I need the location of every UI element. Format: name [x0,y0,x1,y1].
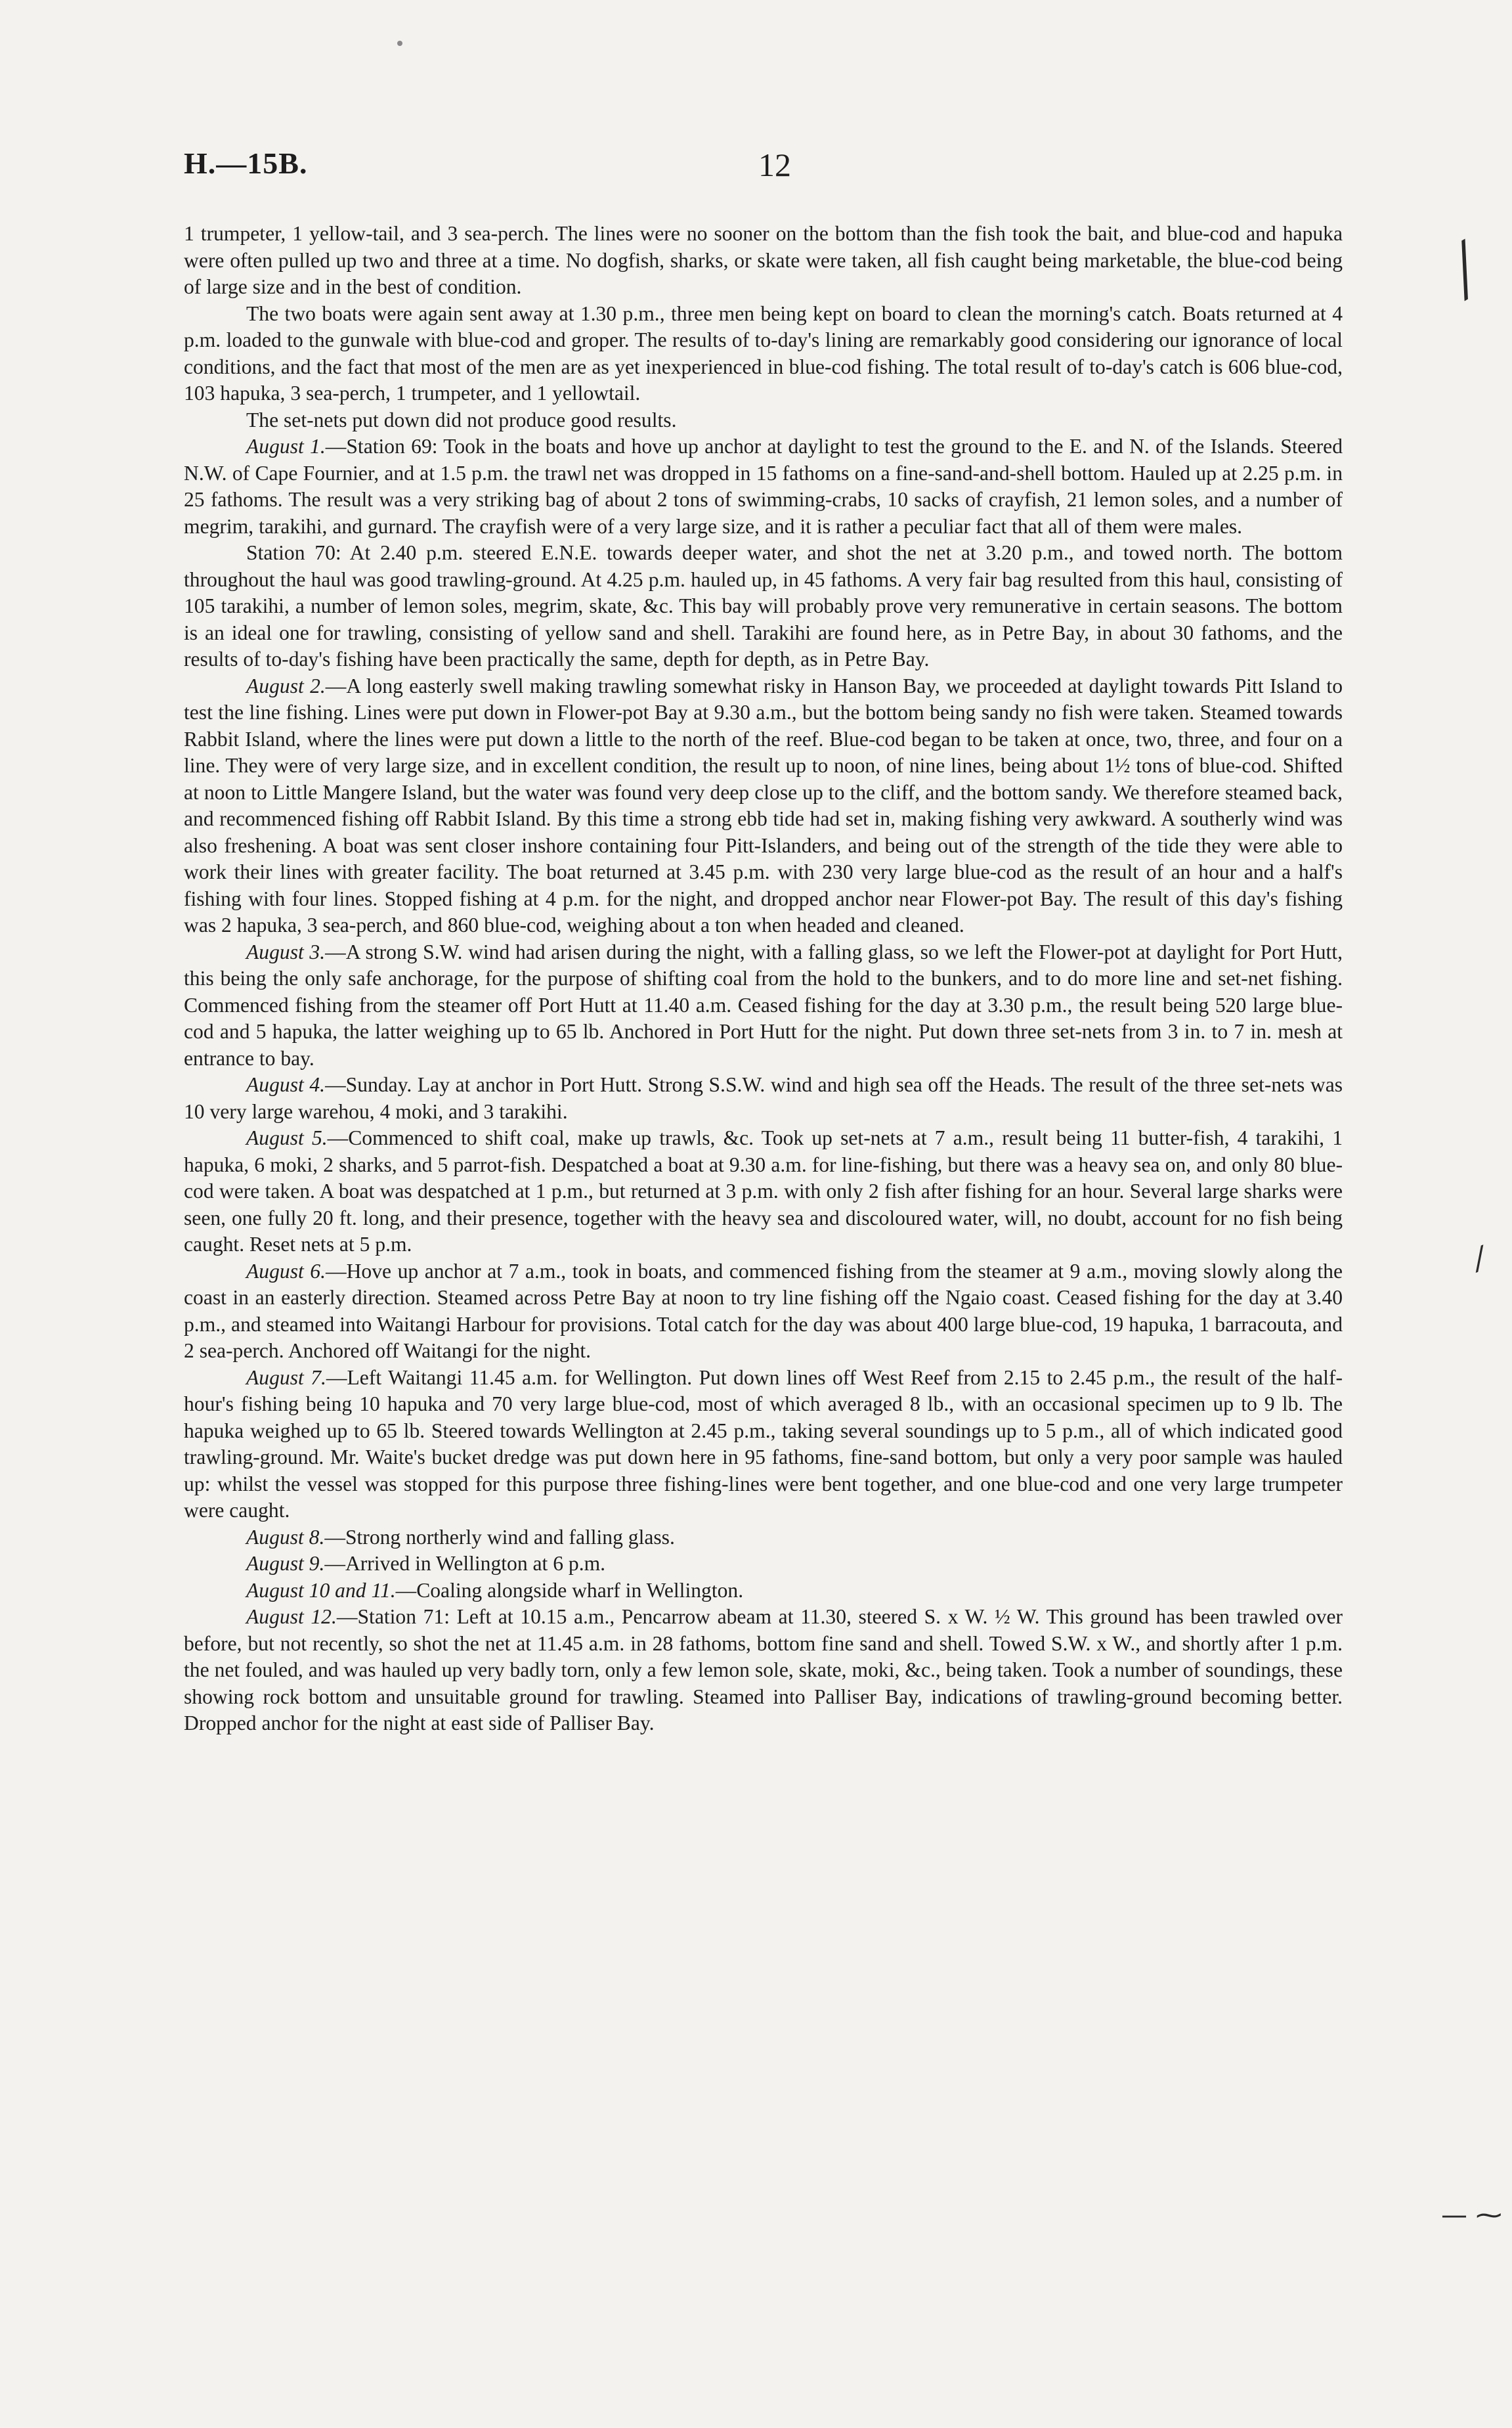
entry-text: —Commenced to shift coal, make up trawls, &c. Took up set-nets at 7 a.m., result being 11 butter-fish, 4 tarakihi, 1 hapuka, 6 moki, 2 sharks, and 5 parrot-fish. Despatched a boat at 9.30 a.m. for line-fishing, but there was a heavy sea on, and only 80 blue-cod were taken. A boat was despatched at 1 p.m., but returned at 3 p.m. with only 2 fish after fishing for an hour. Several large sharks were seen, one fully 20 ft. long, and their presence, together with the heavy sea and discoloured water, will, no doubt, account for no fish being caught. Reset nets at 5 p.m. [184,1126,1343,1256]
entry-text: —A long easterly swell making trawling somewhat risky in Hanson Bay, we proceeded at daylight towards Pitt Island to test the line fishing. Lines were put down in Flower-pot Bay at 9.30 a.m., but the bottom being sandy no fish were taken. Steamed towards Rabbit Island, where the lines were put down a little to the north of the reef. Blue-cod began to be taken at once, two, three, and four on a line. They were of very large size, and in excellent condition, the result up to noon, of nine lines, being about 1½ tons of blue-cod. Shifted at noon to Little Mangere Island, but the water was found very deep close up to the cliff, and the bottom sandy. We therefore steamed back, and recommenced fishing off Rabbit Island. By this time a strong ebb tide had set in, making fishing very awkward. A southerly wind was also freshening. A boat was sent closer inshore containing four Pitt-Islanders, and being out of the strength of the tide they were able to work their lines with greater facility. The boat returned at 3.45 p.m. with 230 very large blue-cod as the result of an hour and a half's fishing with four lines. Stopped fishing at 4 p.m. for the night, and dropped anchor near Flower-pot Bay. The result of this day's fishing was 2 hapuka, 3 sea-perch, and 860 blue-cod, weighing about a ton when headed and cleaned. [184,674,1343,937]
entry-text: —Sunday. Lay at anchor in Port Hutt. Strong S.S.W. wind and high sea off the Heads. The result of the three set-nets was 10 very large warehou, 4 moki, and 3 tarakihi. [184,1073,1343,1123]
entry-date: August 8. [246,1525,325,1549]
margin-pencil-mark: ⁄ [1471,1241,1489,1278]
entry-date: August 10 and 11. [246,1578,396,1602]
entry-date: August 2. [246,674,326,697]
paragraph-7 [184,939,1343,1072]
entry-text: —Coaling alongside wharf in Wellington. [395,1578,744,1602]
margin-pencil-mark: — ⁓ [1441,2200,1502,2230]
paragraph-14 [184,1578,1343,1604]
entry-date: August 7. [246,1365,326,1389]
entry-date: August 12. [246,1605,337,1628]
paragraph-3 [184,407,1343,434]
entry-text: —Hove up anchor at 7 a.m., took in boats, and commenced fishing from the steamer at 9 a.m., moving slowly along the coast in an easterly direction. Steamed across Petre Bay at noon to try line fishing off the Ngaio coast. Ceased fishing for the day at 3.40 p.m., and steamed into Waitangi Harbour for provisions. Total catch for the day was about 400 large blue-cod, 19 hapuka, 1 barracouta, and 2 sea-perch. Anchored off Waitangi for the night. [184,1259,1343,1362]
entry-text: —Arrived in Wellington at 6 p.m. [324,1552,606,1575]
entry-text: —Strong northerly wind and falling glass. [324,1525,675,1549]
paragraph-2 [184,301,1343,407]
page-number: 12 [758,146,791,183]
entry-date: August 4. [246,1073,326,1096]
paragraph-6 [184,673,1343,939]
paragraph-8 [184,1072,1343,1125]
entry-text: —A strong S.W. wind had arisen during the night, with a falling glass, so we left the Flower-pot at daylight for Port Hutt, this being the only safe anchorage, for the purpose of shifting coal from the hold to the bunkers, and to do more line and set-net fishing. Commenced fishing from the steamer off Port Hutt at 11.40 a.m. Ceased fishing for the day at 3.30 p.m., the result being 520 large blue-cod and 5 hapuka, the latter weighing up to 65 lb. Anchored in Port Hutt for the night. Put down three set-nets from 3 in. to 7 in. mesh at entrance to bay. [184,940,1343,1070]
paragraph-10 [184,1258,1343,1365]
entry-date: August 6. [246,1259,326,1283]
entry-text: —Station 69: Took in the boats and hove up anchor at daylight to test the ground to the E. and N. of the Islands. Steered N.W. of Cape Fournier, and at 1.5 p.m. the trawl net was dropped in 15 fathoms on a fine-sand-and-shell bottom. Hauled up at 2.25 p.m. in 25 fathoms. The result was a very striking bag of about 2 tons of swimming-crabs, 10 sacks of crayfish, 21 lemon soles, and a number of megrim, tarakihi, and gurnard. The crayfish were of a very large size, and it is rather a peculiar fact that all of them were males. [184,435,1343,538]
paragraph-12 [184,1524,1343,1551]
entry-date: August 9. [246,1552,325,1575]
paragraph-1 [184,221,1343,301]
page-body [184,221,1343,1737]
paragraph-4 [184,433,1343,540]
entry-text: —Left Waitangi 11.45 a.m. for Wellington. Put down lines off West Reef from 2.15 to 2.45 p.m., the result of the half-hour's fishing being 10 hapuka and 70 very large blue-cod, most of which averaged 8 lb., with an occasional specimen up to 9 lb. The hapuka weighed up to 65 lb. Steered towards Wellington at 2.45 p.m., taking several soundings up to 5 p.m., all of which indicated good trawling-ground. Mr. Waite's bucket dredge was put down here in 95 fathoms, fine-sand bottom, but only a very poor sample was hauled up: whilst the vessel was stopped for this purpose three fishing-lines were bent together, and one blue-cod and one very large trumpeter were caught. [184,1365,1343,1522]
entry-date: August 1. [246,435,326,458]
paragraph-15 [184,1604,1343,1737]
entry-text: —Station 71: Left at 10.15 a.m., Pencarrow abeam at 11.30, steered S. x W. ½ W. This ground has been trawled over before, but not recently, so shot the net at 11.45 a.m. in 28 fathoms, bottom fine sand and shell. Towed S.W. x W., and shortly after 1 p.m. the net fouled, and was hauled up very badly torn, only a few lemon sole, skate, moki, &c., being taken. Took a number of soundings, these showing rock bottom and unsuitable ground for trawling. Steamed into Palliser Bay, indications of trawling-ground becoming better. Dropped anchor for the night at east side of Palliser Bay. [184,1605,1343,1734]
paragraph-5 [184,540,1343,673]
page-speck [397,41,402,46]
entry-text: The two boats were again sent away at 1.30 p.m., three men being kept on board to clean the morning's catch. Boats returned at 4 p.m. loaded to the gunwale with blue-cod and groper. The results of to-day's lining are remarkably good considering our ignorance of local conditions, and the fact that most of the men are as yet inexperienced in blue-cod fishing. The total result of to-day's catch is 606 blue-cod, 103 hapuka, 3 sea-perch, 1 trumpeter, and 1 yellowtail. [184,301,1343,405]
entry-date: August 3. [246,940,326,963]
paragraph-13 [184,1551,1343,1578]
entry-text: Station 70: At 2.40 p.m. steered E.N.E. towards deeper water, and shot the net at 3.20 p.m., and towed north. The bottom throughout the haul was good trawling-ground. At 4.25 p.m. hauled up, in 45 fathoms. A very fair bag resulted from this haul, consisting of 105 tarakihi, a number of lemon soles, megrim, skate, &c. This bay will probably prove very remunerative in certain seasons. The bottom is an ideal one for trawling, consisting of yellow sand and shell. Tarakihi are found here, as in Petre Bay, in about 30 fathoms, and the results of to-day's fishing have been practically the same, depth for depth, as in Petre Bay. [184,541,1343,671]
paragraph-9 [184,1125,1343,1258]
entry-text: 1 trumpeter, 1 yellow-tail, and 3 sea-perch. The lines were no sooner on the bottom than the fish took the bait, and blue-cod and hapuka were often pulled up two and three at a time. No dogfish, sharks, or skate were taken, all fish caught being marketable, the blue-cod being of large size and in the best of condition. [184,222,1343,298]
entry-date: August 5. [246,1126,328,1149]
margin-pencil-mark: ╱ [1439,239,1490,301]
entry-text: The set-nets put down did not produce good results. [246,408,677,431]
paragraph-11 [184,1365,1343,1524]
document-reference: H.—15B. [184,146,308,180]
page-header [184,146,1339,192]
